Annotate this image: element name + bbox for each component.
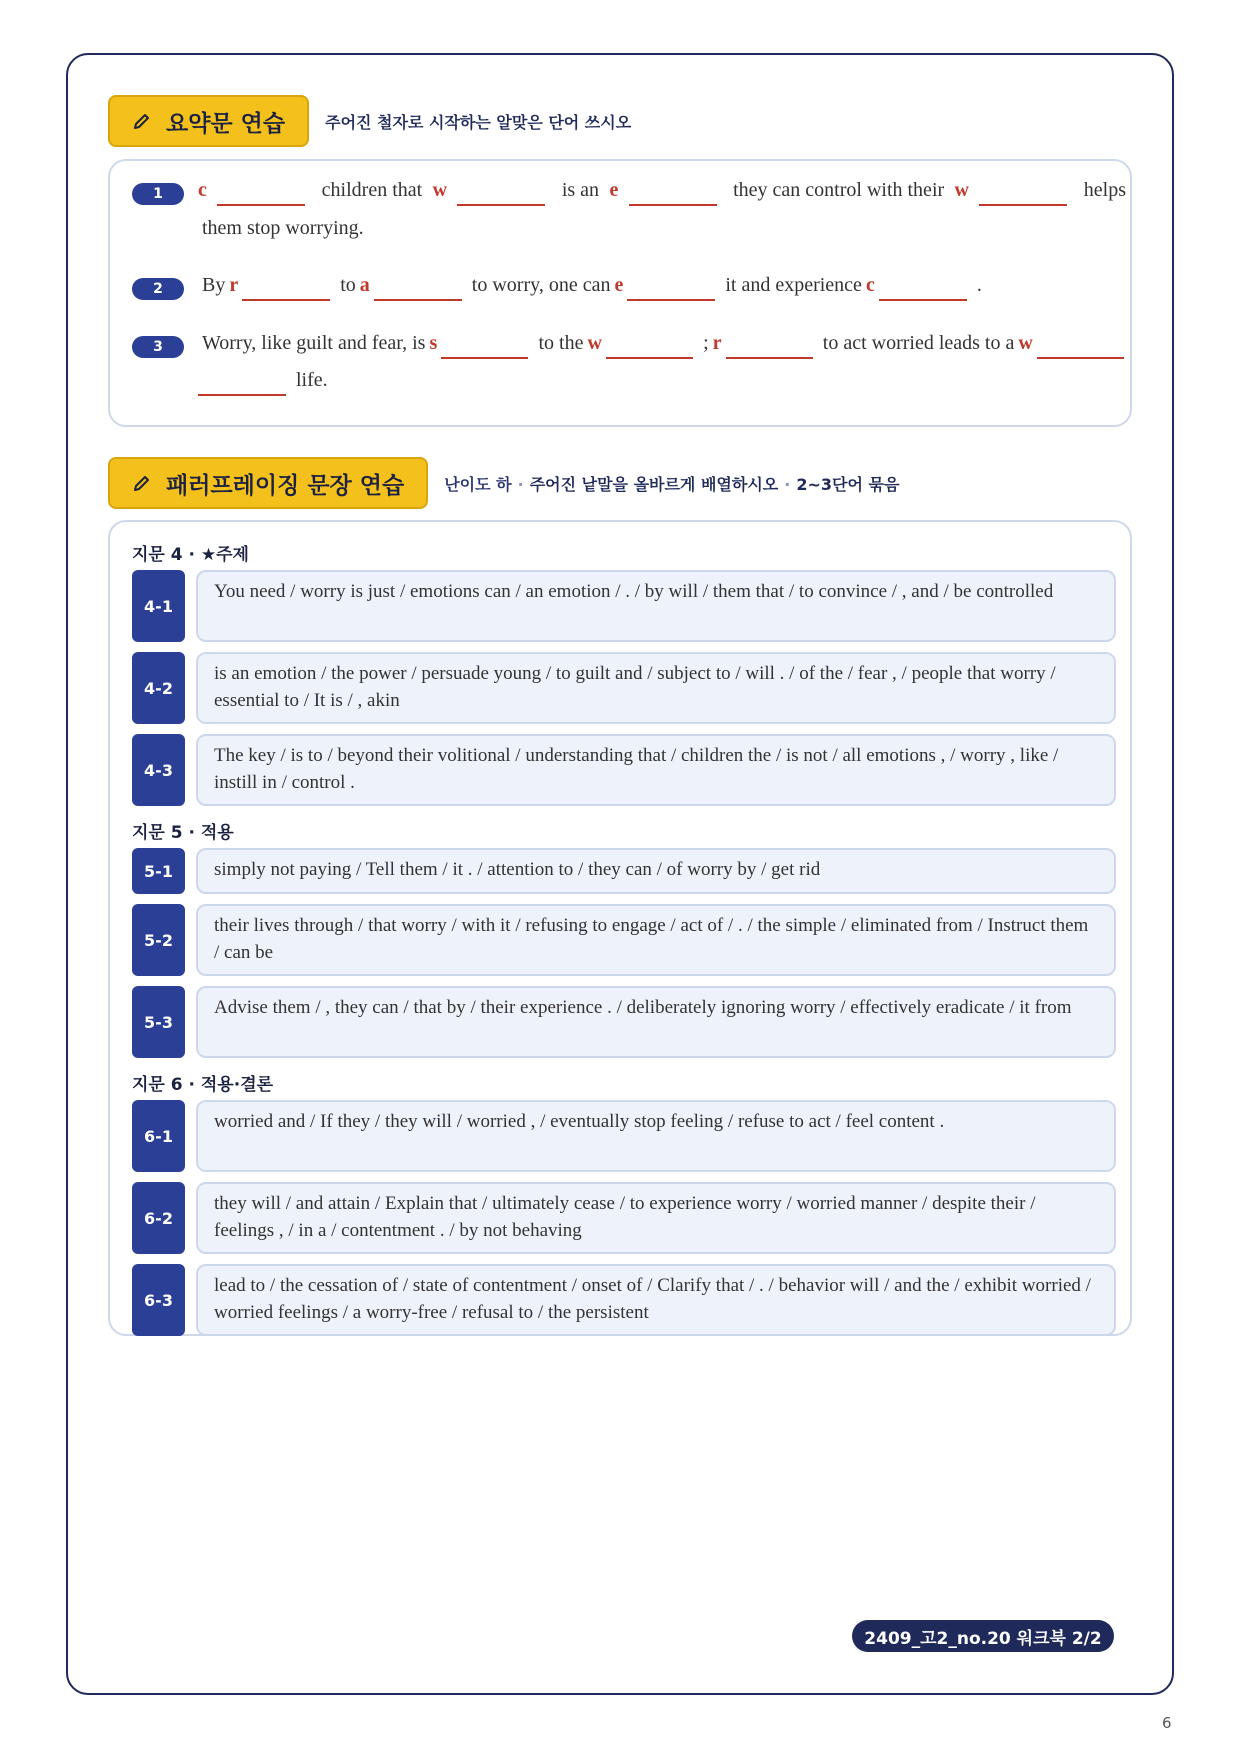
- answer-blank[interactable]: [606, 337, 693, 359]
- first-letter-hint: r: [712, 332, 722, 354]
- first-letter-hint: w: [432, 179, 448, 201]
- summary-item-number: 3: [132, 336, 184, 358]
- scrambled-words-card: they will / and attain / Explain that / ultimately cease / to experience worry / worried manner / despite their / feelings , / in a / contentment . / by not behaving: [196, 1182, 1116, 1254]
- first-letter-hint: e: [609, 179, 619, 201]
- grouping-text: 2~3단어 묶음: [796, 474, 900, 494]
- summary-text: By: [202, 274, 226, 296]
- item-number-badge: 6-3: [132, 1264, 185, 1336]
- summary-text: Worry, like guilt and fear, is: [202, 332, 426, 354]
- passage-group-title: 지문 4 · ★주제: [132, 545, 249, 565]
- summary-instruction: 주어진 철자로 시작하는 알맞은 단어 쓰시오: [325, 112, 632, 132]
- scrambled-words-card: is an emotion / the power / persuade young / to guilt and / subject to / will . / of the / fear , / people that worry / essential to / It is / , akin: [196, 652, 1116, 724]
- first-letter-hint: r: [229, 274, 239, 296]
- summary-box: [108, 159, 1132, 427]
- paraphrase-box: [108, 520, 1132, 1336]
- footer-badge: 2409_고2_no.20 워크북 2/2: [852, 1620, 1114, 1652]
- item-number-badge: 6-1: [132, 1100, 185, 1172]
- summary-text: helps: [1083, 179, 1126, 201]
- answer-blank[interactable]: [979, 184, 1067, 206]
- summary-text: ;: [703, 332, 709, 354]
- pencil-icon: [132, 111, 152, 131]
- scrambled-words-card: simply not paying / Tell them / it . / attention to / they can / of worry by / get rid: [196, 848, 1116, 894]
- paraphrase-item: [132, 1182, 1116, 1254]
- summary-item-number: 1: [132, 183, 184, 205]
- first-letter-hint: c: [198, 179, 207, 201]
- answer-blank[interactable]: [457, 184, 545, 206]
- first-letter-hint: a: [359, 274, 370, 296]
- answer-blank[interactable]: [629, 184, 717, 206]
- first-letter-hint: w: [954, 179, 969, 201]
- paraphrase-tag-label: 패러프레이징 문장 연습: [166, 472, 405, 499]
- paraphrase-instruction: 난이도 하 · 주어진 낱말을 올바르게 배열하시오 · 2~3단어 묶음: [444, 474, 900, 494]
- summary-text: .: [976, 274, 982, 296]
- page-number: 6: [1162, 1714, 1172, 1732]
- first-letter-hint: s: [429, 332, 438, 354]
- first-letter-hint: w: [1018, 332, 1033, 354]
- paraphrase-item: [132, 848, 1116, 894]
- paraphrase-item: [132, 652, 1116, 724]
- answer-blank[interactable]: [627, 279, 715, 301]
- summary-text: children that: [321, 179, 423, 201]
- summary-line: [198, 179, 1130, 202]
- first-letter-hint: w: [587, 332, 602, 354]
- paraphrase-tag: [108, 457, 428, 509]
- item-number-badge: 5-1: [132, 848, 185, 894]
- paraphrase-item: [132, 904, 1116, 976]
- scrambled-words-card: The key / is to / beyond their volitional / understanding that / children the / is not / all emotions , / worry , like / instill in / control .: [196, 734, 1116, 806]
- summary-line: [198, 274, 1130, 297]
- summary-text: them stop worrying.: [202, 217, 364, 239]
- answer-blank[interactable]: [726, 337, 813, 359]
- summary-text: is an: [561, 179, 600, 201]
- paraphrase-item: [132, 734, 1116, 806]
- summary-header: [108, 95, 631, 147]
- difficulty-label: 난이도 하: [444, 474, 512, 494]
- item-number-badge: 5-3: [132, 986, 185, 1058]
- summary-text: it and experience: [725, 274, 862, 296]
- summary-text: life.: [296, 369, 328, 391]
- first-letter-hint: c: [865, 274, 875, 296]
- summary-line: [198, 369, 1130, 392]
- passage-group-title: 지문 6 · 적용·결론: [132, 1075, 274, 1095]
- scrambled-words-card: You need / worry is just / emotions can / an emotion / . / by will / them that / to convince / , and / be controlled: [196, 570, 1116, 642]
- summary-tag: [108, 95, 309, 147]
- paraphrase-header: [108, 457, 899, 509]
- summary-text: to the: [538, 332, 584, 354]
- scrambled-words-card: lead to / the cessation of / state of contentment / onset of / Clarify that / . / behavior will / and the / exhibit worried / worried feelings / a worry-free / refusal to / the persistent: [196, 1264, 1116, 1336]
- paraphrase-item: [132, 986, 1116, 1058]
- answer-blank[interactable]: [441, 337, 528, 359]
- paraphrase-item: [132, 1264, 1116, 1336]
- item-number-badge: 6-2: [132, 1182, 185, 1254]
- answer-blank[interactable]: [1037, 337, 1124, 359]
- scrambled-words-card: Advise them / , they can / that by / their experience . / deliberately ignoring worry / effectively eradicate / it from: [196, 986, 1116, 1058]
- scrambled-words-card: their lives through / that worry / with it / refusing to engage / act of / . / the simple / eliminated from / Instruct them / can be: [196, 904, 1116, 976]
- item-number-badge: 4-2: [132, 652, 185, 724]
- paraphrase-item: [132, 570, 1116, 642]
- answer-blank[interactable]: [879, 279, 967, 301]
- summary-text: to: [340, 274, 356, 296]
- item-number-badge: 4-3: [132, 734, 185, 806]
- summary-tag-label: 요약문 연습: [166, 110, 286, 137]
- answer-blank[interactable]: [374, 279, 462, 301]
- summary-line: [198, 217, 1130, 240]
- summary-text: to act worried leads to a: [822, 332, 1015, 354]
- item-number-badge: 5-2: [132, 904, 185, 976]
- paraphrase-item: [132, 1100, 1116, 1172]
- instruction-text: 주어진 낱말을 올바르게 배열하시오: [529, 474, 779, 494]
- answer-blank[interactable]: [242, 279, 330, 301]
- summary-text: to worry, one can: [471, 274, 611, 296]
- passage-group-title: 지문 5 · 적용: [132, 823, 234, 843]
- first-letter-hint: e: [614, 274, 624, 296]
- pencil-icon: [132, 473, 152, 493]
- summary-line: [198, 332, 1130, 355]
- answer-blank[interactable]: [217, 184, 305, 206]
- answer-blank[interactable]: [198, 374, 286, 396]
- scrambled-words-card: worried and / If they / they will / worried , / eventually stop feeling / refuse to act / feel content .: [196, 1100, 1116, 1172]
- item-number-badge: 4-1: [132, 570, 185, 642]
- summary-text: they can control with their: [733, 179, 945, 201]
- summary-item-number: 2: [132, 278, 184, 300]
